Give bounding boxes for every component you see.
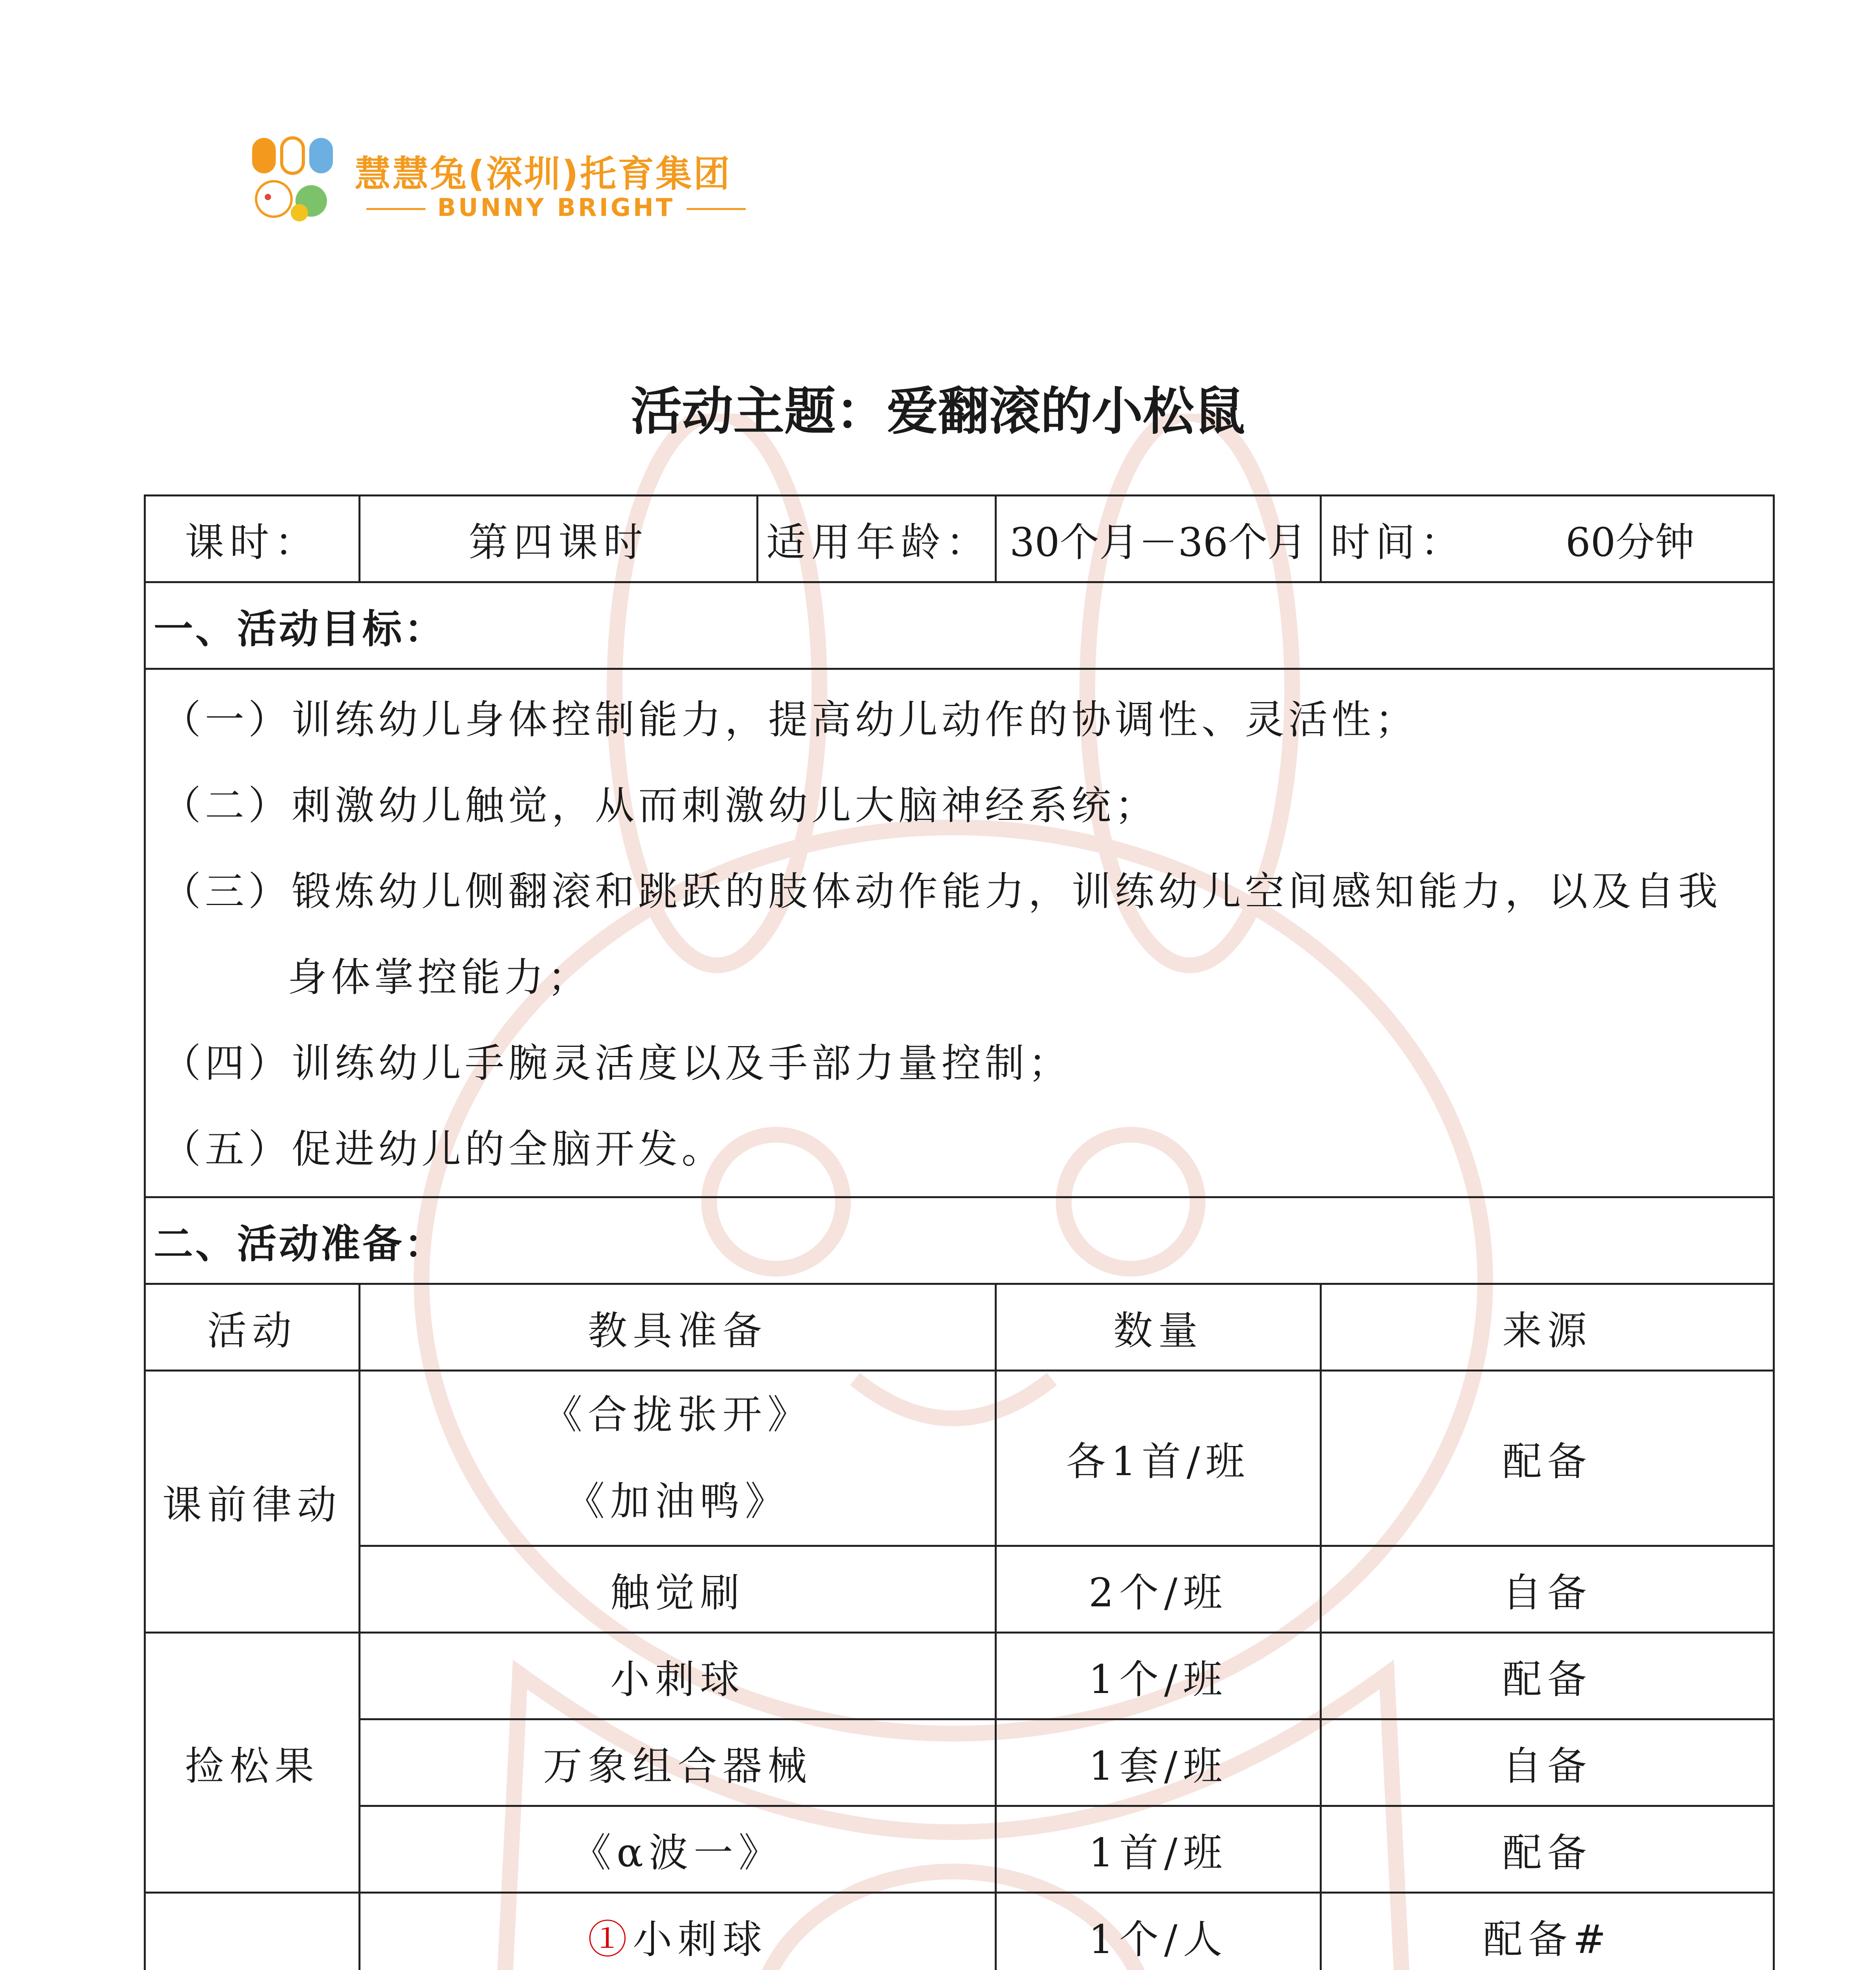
page-title: 活动主题：爱翻滚的小松鼠 bbox=[630, 381, 1245, 441]
source-cell: 配备 bbox=[1321, 1806, 1774, 1893]
activity-cell: 捡松果 bbox=[145, 1633, 360, 1893]
annotation-marker: ① bbox=[588, 1916, 633, 1963]
col-header-tools: 教具准备 bbox=[360, 1284, 996, 1371]
source-cell: 配备 bbox=[1321, 1371, 1774, 1546]
tool-item: 《合拢张开》 bbox=[543, 1392, 812, 1438]
tools-cell: 小刺球 bbox=[360, 1633, 996, 1719]
age-value: 30个月－36个月 bbox=[996, 496, 1321, 582]
source-cell: 自备 bbox=[1321, 1546, 1774, 1633]
tools-cell: 万象组合器械 bbox=[360, 1719, 996, 1806]
goals-heading-row bbox=[145, 582, 1774, 669]
source-cell: 配备 bbox=[1321, 1633, 1774, 1719]
info-row bbox=[145, 496, 1774, 582]
qty-cell: 2个/班 bbox=[996, 1546, 1321, 1633]
table-row bbox=[145, 1546, 1774, 1633]
brand-name-en: BUNNY BRIGHT bbox=[355, 193, 758, 222]
tools-cell bbox=[360, 1371, 996, 1546]
goal-item: （二）刺激幼儿触觉，从而刺激幼儿大脑神经系统； bbox=[162, 782, 1158, 829]
activity-cell: 课前律动 bbox=[145, 1371, 360, 1633]
qty-cell: 各1首/班 bbox=[996, 1371, 1321, 1546]
goals-list bbox=[145, 669, 1774, 1197]
lesson-value: 第四课时 bbox=[360, 496, 758, 582]
goal-item: （四）训练幼儿手腕灵活度以及手部力量控制； bbox=[162, 1040, 1072, 1086]
col-header-source: 来源 bbox=[1321, 1284, 1774, 1371]
tool-item: 《加油鸭》 bbox=[565, 1478, 790, 1524]
time-cell bbox=[1321, 496, 1774, 582]
qty-cell: 1个/班 bbox=[996, 1633, 1321, 1719]
table-row bbox=[145, 1893, 1774, 1970]
tools-cell bbox=[360, 1893, 996, 1970]
table-row bbox=[145, 1806, 1774, 1893]
table-row bbox=[145, 1633, 1774, 1719]
time-label: 时间： bbox=[1330, 519, 1466, 565]
lesson-plan-table bbox=[144, 494, 1775, 1970]
time-value: 60分钟 bbox=[1565, 519, 1695, 565]
brand-name-cn: 慧慧兔(深圳)托育集团 bbox=[355, 153, 732, 195]
source-cell: 配备# bbox=[1321, 1893, 1774, 1970]
goal-item: （一）训练幼儿身体控制能力，提高幼儿动作的协调性、灵活性； bbox=[162, 697, 1418, 743]
source-cell: 自备 bbox=[1321, 1719, 1774, 1806]
bunny-logo-icon bbox=[248, 134, 339, 225]
activity-cell bbox=[145, 1893, 360, 1970]
table-row bbox=[145, 1371, 1774, 1546]
col-header-qty: 数量 bbox=[996, 1284, 1321, 1371]
prep-header-row bbox=[145, 1284, 1774, 1371]
goal-item: 身体掌控能力； bbox=[288, 954, 591, 1000]
brand-logo bbox=[248, 134, 732, 229]
table-row bbox=[145, 1719, 1774, 1806]
prep-heading: 二、活动准备： bbox=[145, 1197, 1774, 1284]
qty-cell: 1首/班 bbox=[996, 1806, 1321, 1893]
qty-cell: 1个/人 bbox=[996, 1893, 1321, 1970]
qty-cell: 1套/班 bbox=[996, 1719, 1321, 1806]
goal-item: （三）锻炼幼儿侧翻滚和跳跃的肢体动作能力，训练幼儿空间感知能力，以及自我 bbox=[162, 868, 1722, 914]
tool-item: 小刺球 bbox=[633, 1916, 767, 1963]
prep-heading-row bbox=[145, 1197, 1774, 1284]
goals-row bbox=[145, 669, 1774, 1197]
age-label: 适用年龄： bbox=[758, 496, 996, 582]
goals-heading: 一、活动目标： bbox=[145, 582, 1774, 669]
lesson-label: 课时： bbox=[145, 496, 360, 582]
col-header-activity: 活动 bbox=[145, 1284, 360, 1371]
tools-cell: 触觉刷 bbox=[360, 1546, 996, 1633]
goal-item: （五）促进幼儿的全脑开发。 bbox=[162, 1126, 725, 1172]
tools-cell: 《α波一》 bbox=[360, 1806, 996, 1893]
